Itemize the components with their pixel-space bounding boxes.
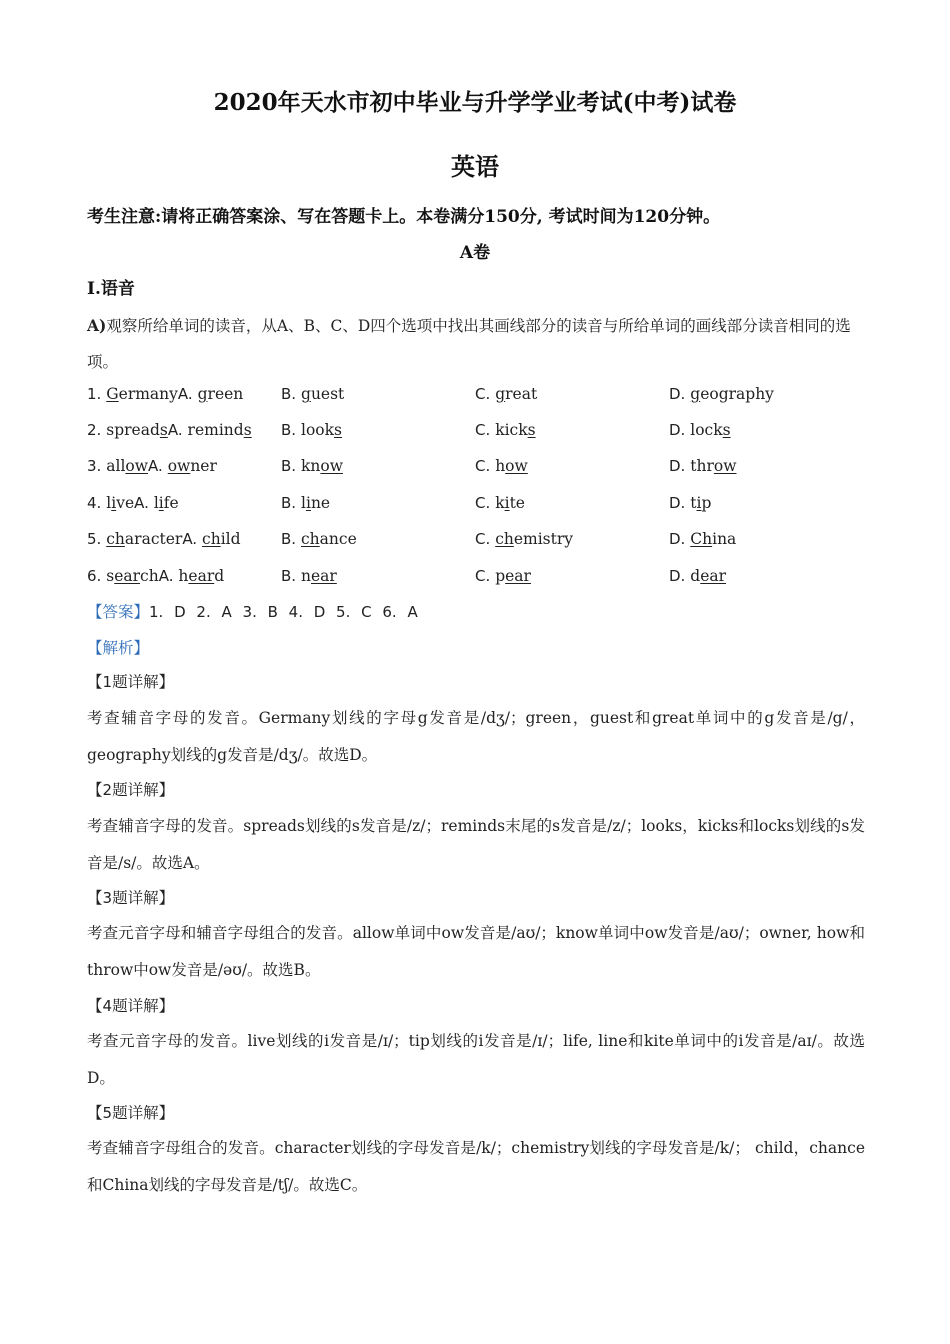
question-stem [87,452,217,480]
option-prefix: h [178,567,189,585]
detail-heading [87,668,174,696]
option-letter: A. [158,567,174,585]
question-row [87,452,887,480]
option-letter: D. [669,385,686,403]
stem-suffix: ermany [118,385,178,403]
detail-heading [87,1099,174,1127]
option-cell [669,416,731,444]
exam-title: 2020年天水市初中毕业与升学学业考试(中考)试卷 [213,89,737,116]
instruction-text: 观察所给单词的读音，从A、B、C、D四个选项中找出其画线部分的读音与所给单词的画线部分读音相同的选项。 [87,317,851,371]
option-suffix: p [701,494,712,512]
option-letter: C. [475,457,491,475]
question-row [87,380,887,408]
option-suffix: fe [163,494,179,512]
option-underlined: g [495,385,506,403]
option-underlined: ch [202,530,221,548]
stem-underlined: ear [114,567,141,585]
option-underlined: g [301,385,311,403]
detail-bracket-open: 【 [87,997,103,1015]
option-letter: B. [281,494,297,512]
option-underlined: ow [505,457,528,475]
option-letter: A. [167,421,183,439]
option-underlined: s [527,421,536,439]
answer-values: 1. D 2. A 3. B 4. D 5. C 6. A [149,603,418,621]
option-suffix: d [214,567,225,585]
detail-number: 1 [102,673,113,691]
detail-number: 5 [102,1104,113,1122]
option-underlined: ear [505,567,531,585]
detail-bracket-open: 【 [87,1104,103,1122]
option-cell [475,416,536,444]
option-cell [281,380,344,408]
candidate-notice: 考生注意:请将正确答案涂、写在答题卡上。本卷满分150分, 考试时间为120分钟。 [87,207,721,227]
question-row [87,562,887,590]
stem-suffix: aracter [124,530,183,548]
option-underlined: ow [320,457,343,475]
question-number: 6. [87,567,102,585]
option-letter: C. [475,385,491,403]
option-suffix: ina [712,530,737,548]
detail-bracket-close: 题详解】 [112,781,175,799]
option-underlined: g [197,385,208,403]
question-number: 2. [87,421,102,439]
detail-paragraph: 考查辅音字母的发音。Germany划线的字母g发音是/dʒ/；green，guest和great单词中的g发音是/g/，geography划线的g发音是/dʒ/。故选D。 [87,709,865,764]
option-prefix: k [495,494,505,512]
option-letter: D. [669,457,686,475]
option-prefix: kn [301,457,321,475]
detail-number: 2 [102,781,113,799]
option-underlined: i [305,494,311,512]
option-underlined: Ch [690,530,713,548]
stem-prefix: l [106,494,112,512]
option-underlined: ear [310,567,337,585]
detail-heading [87,884,174,912]
option-cell [281,525,357,553]
instruction-lead: A) [87,316,107,335]
detail-bracket-open: 【 [87,889,103,907]
question-stem [87,525,241,553]
option-letter: D. [669,567,686,585]
question-number: 5. [87,530,102,548]
option-suffix: ner [190,457,217,475]
option-cell [281,416,342,444]
option-prefix: thr [690,457,714,475]
option-prefix: d [690,567,701,585]
option-underlined: ch [301,530,320,548]
option-prefix: h [495,457,506,475]
option-underlined: ear [188,567,215,585]
option-suffix: ne [310,494,331,512]
option-cell [669,380,774,408]
option-cell [669,452,737,480]
option-cell [281,562,337,590]
detail-heading [87,776,174,804]
option-underlined: ear [700,567,727,585]
option-letter: D. [669,421,686,439]
option-letter: A. [134,494,149,512]
stem-underlined: s [159,421,168,439]
option-letter: A. [182,530,198,548]
stem-underlined: i [111,494,117,512]
question-stem [87,489,179,517]
question-stem [87,562,224,590]
option-letter: D. [669,494,686,512]
section-instruction [87,308,867,380]
stem-suffix: ch [140,567,159,585]
option-letter: B. [281,457,297,475]
option-underlined: s [722,421,731,439]
option-cell [475,562,531,590]
detail-bracket-close: 题详解】 [112,889,175,907]
option-suffix: ance [319,530,357,548]
option-prefix: t [690,494,697,512]
detail-number: 4 [102,997,113,1015]
option-prefix: l [301,494,306,512]
option-cell [475,489,525,517]
option-prefix: kick [495,421,528,439]
option-letter: C. [475,494,491,512]
question-row [87,525,887,553]
option-letter: B. [281,530,297,548]
stem-prefix: all [106,457,126,475]
stem-underlined: ch [106,530,125,548]
detail-bracket-close: 题详解】 [112,673,175,691]
option-cell [669,489,711,517]
option-cell [475,452,528,480]
question-number: 3. [87,457,102,475]
option-underlined: ow [167,457,191,475]
option-suffix: reat [505,385,538,403]
option-cell [281,452,343,480]
detail-bracket-close: 题详解】 [112,1104,175,1122]
option-suffix: reen [207,385,244,403]
option-suffix: te [509,494,525,512]
stem-prefix: s [106,567,115,585]
option-suffix: uest [310,385,345,403]
detail-paragraph: 考查元音字母和辅音字母组合的发音。allow单词中ow发音是/aʊ/；know单词中ow发音是/aʊ/；owner, how和throw中ow发音是/əʊ/。故选B。 [87,924,865,979]
detail-number: 3 [102,889,113,907]
option-cell [669,525,736,553]
option-cell [475,525,573,553]
option-cell [475,380,537,408]
option-letter: C. [475,421,491,439]
option-underlined: i [696,494,702,512]
detail-paragraph: 考查辅音字母的发音。spreads划线的s发音是/z/；reminds末尾的s发音是/z/；looks，kicks和locks划线的s发音是/s/。故选A。 [87,817,865,872]
detail-bracket-close: 题详解】 [112,997,175,1015]
question-row [87,489,887,517]
option-suffix: emistry [513,530,574,548]
option-letter: C. [475,530,491,548]
detail-heading [87,992,174,1020]
answer-line [87,598,418,626]
option-underlined: g [690,385,701,403]
option-underlined: s [334,421,342,439]
option-underlined: ow [713,457,737,475]
question-stem [87,416,252,444]
option-suffix: eography [700,385,774,403]
option-prefix: p [495,567,506,585]
stem-suffix: ve [116,494,135,512]
option-cell [281,489,330,517]
detail-bracket-open: 【 [87,781,103,799]
option-prefix: l [153,494,159,512]
option-letter: D. [669,530,686,548]
option-prefix: remind [187,421,244,439]
option-underlined: i [504,494,510,512]
detail-paragraph: 考查辅音字母组合的发音。character划线的字母发音是/k/；chemistry划线的字母发音是/k/； child，chance和China划线的字母发音是/tʃ/。故选C。 [87,1139,865,1194]
option-letter: A. [148,457,163,475]
option-underlined: ch [495,530,514,548]
section-title: I.语音 [87,279,135,299]
detail-paragraph: 考查元音字母的发音。live划线的i发音是/ɪ/；tip划线的i发音是/ɪ/；life, line和kite单词中的i发音是/aɪ/。故选D。 [87,1032,865,1087]
option-underlined: s [243,421,252,439]
option-prefix: n [301,567,311,585]
stem-underlined: G [106,385,119,403]
option-suffix: ild [220,530,241,548]
volume-label: A卷 [459,243,491,263]
option-letter: A. [177,385,193,403]
answer-label: 【答案】 [87,603,150,621]
stem-prefix: spread [106,421,160,439]
option-letter: B. [281,567,297,585]
subject-title: 英语 [451,152,499,181]
question-stem [87,380,243,408]
question-row [87,416,887,444]
question-number: 1. [87,385,102,403]
stem-underlined: ow [125,457,149,475]
option-underlined: i [158,494,164,512]
analysis-label: 【解析】 [87,639,150,657]
question-number: 4. [87,494,102,512]
detail-bracket-open: 【 [87,673,103,691]
option-prefix: look [301,421,335,439]
option-letter: C. [475,567,491,585]
option-prefix: lock [690,421,723,439]
option-letter: B. [281,385,297,403]
option-letter: B. [281,421,297,439]
option-cell [669,562,726,590]
